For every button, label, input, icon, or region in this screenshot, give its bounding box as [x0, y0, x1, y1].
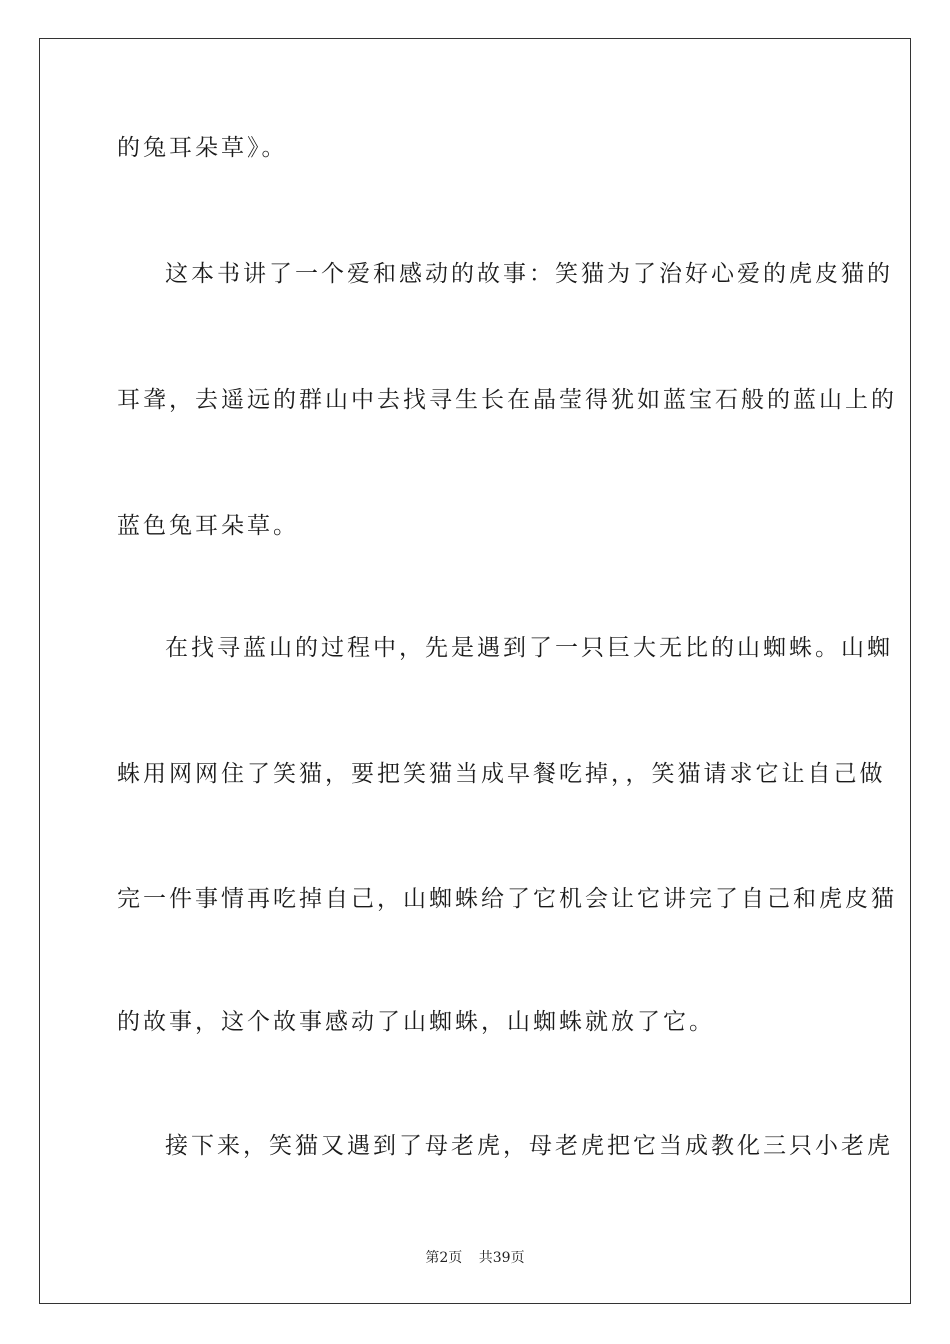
page-footer — [0, 1248, 950, 1268]
page-number: 第2页 — [425, 1250, 463, 1266]
page-total: 共39页 — [478, 1250, 525, 1266]
text-line-7: 完一件事情再吃掉自己，山蜘蛛给了它机会让它讲完了自己和虎皮猫 — [117, 886, 897, 912]
text-line-9: 接下来，笑猫又遇到了母老虎，母老虎把它当成教化三只小老虎 — [165, 1133, 893, 1159]
text-line-2: 这本书讲了一个爱和感动的故事：笑猫为了治好心爱的虎皮猫的 — [165, 261, 893, 287]
text-line-4: 蓝色兔耳朵草。 — [117, 513, 299, 539]
text-line-5: 在找寻蓝山的过程中，先是遇到了一只巨大无比的山蜘蛛。山蜘 — [165, 635, 893, 661]
text-line-8: 的故事，这个故事感动了山蜘蛛，山蜘蛛就放了它。 — [117, 1009, 715, 1035]
text-line-1: 的兔耳朵草》。 — [117, 135, 288, 161]
text-line-3: 耳聋，去遥远的群山中去找寻生长在晶莹得犹如蓝宝石般的蓝山上的 — [117, 387, 897, 413]
text-line-6: 蛛用网网住了笑猫，要把笑猫当成早餐吃掉，，笑猫请求它让自己做 — [117, 761, 886, 787]
page-border — [39, 38, 911, 1304]
